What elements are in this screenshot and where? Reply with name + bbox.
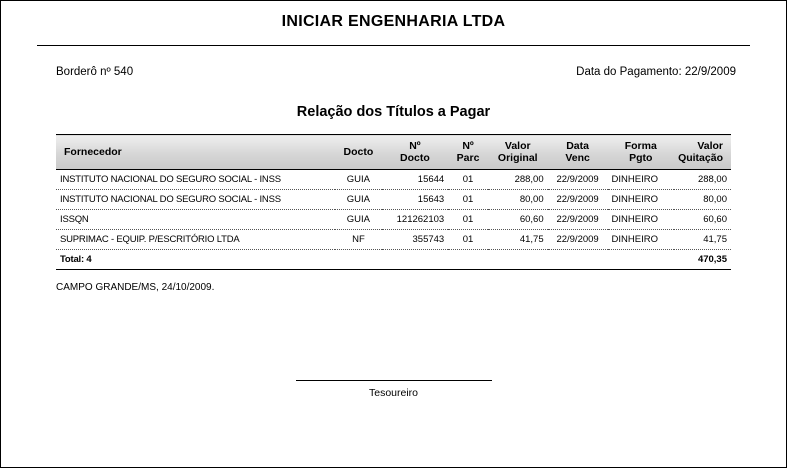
column-header-valor-quitacao [674, 135, 731, 170]
total-label: Total: 4 [56, 250, 335, 270]
cell-valor-original: 80,00 [488, 190, 548, 210]
column-header-fornecedor: Fornecedor [56, 135, 335, 170]
total-spacer-valor [488, 250, 548, 270]
total-spacer-forma [608, 250, 674, 270]
column-header-forma-pgto-line1: Forma [624, 140, 657, 152]
cell-num-docto: 121262103 [382, 210, 449, 230]
cell-num-docto: 15644 [382, 170, 449, 190]
cell-forma-pgto: DINHEIRO [608, 230, 674, 250]
local-and-date: CAMPO GRANDE/MS, 24/10/2009. [56, 282, 215, 294]
cell-parc: 01 [448, 210, 488, 230]
payment-date: Data do Pagamento: 22/9/2009 [576, 66, 736, 78]
signature-block [1, 379, 786, 399]
cell-num-docto: 15643 [382, 190, 449, 210]
column-header-num-docto-line2: Docto [400, 152, 430, 165]
cell-data-venc: 22/9/2009 [548, 230, 608, 250]
column-header-data-venc-line1: Data [566, 140, 589, 152]
column-header-valor-original [488, 135, 548, 170]
signature-label: Tesoureiro [368, 387, 419, 399]
column-header-valor-original-line2: Original [497, 152, 538, 165]
cell-docto: NF [335, 230, 381, 250]
cell-fornecedor: ISSQN [56, 210, 335, 230]
column-header-data-venc-line2: Venc [565, 152, 590, 165]
titles-table-container [56, 134, 731, 270]
cell-fornecedor: INSTITUTO NACIONAL DO SEGURO SOCIAL - INSS [56, 170, 335, 190]
table-row [56, 230, 731, 250]
cell-docto: GUIA [335, 210, 381, 230]
total-spacer-parc [448, 250, 488, 270]
bordero-number: Borderô nº 540 [56, 66, 134, 78]
table-header-row [56, 135, 731, 170]
column-header-forma-pgto-line2: Pgto [629, 152, 653, 165]
cell-data-venc: 22/9/2009 [548, 210, 608, 230]
column-header-valor-quitacao-line1: Valor [697, 140, 723, 152]
column-header-data-venc [548, 135, 608, 170]
report-meta [56, 66, 736, 78]
column-header-parc-line1: Nº [462, 140, 474, 152]
cell-parc: 01 [448, 230, 488, 250]
page-title: INICIAR ENGENHARIA LTDA [281, 13, 506, 30]
table-body [56, 170, 731, 270]
cell-data-venc: 22/9/2009 [548, 170, 608, 190]
cell-parc: 01 [448, 170, 488, 190]
title-divider [37, 45, 750, 46]
cell-num-docto: 355743 [382, 230, 449, 250]
cell-valor-quitacao: 288,00 [674, 170, 731, 190]
table-row [56, 170, 731, 190]
table-row [56, 210, 731, 230]
cell-valor-original: 41,75 [488, 230, 548, 250]
cell-valor-quitacao: 60,60 [674, 210, 731, 230]
titles-table [56, 134, 731, 270]
column-header-num-docto [382, 135, 449, 170]
cell-valor-original: 288,00 [488, 170, 548, 190]
column-header-num-docto-line1: Nº [409, 140, 421, 152]
cell-valor-quitacao: 80,00 [674, 190, 731, 210]
cell-valor-original: 60,60 [488, 210, 548, 230]
cell-parc: 01 [448, 190, 488, 210]
cell-forma-pgto: DINHEIRO [608, 170, 674, 190]
cell-valor-quitacao: 41,75 [674, 230, 731, 250]
total-spacer-docto [335, 250, 381, 270]
cell-fornecedor: INSTITUTO NACIONAL DO SEGURO SOCIAL - INSS [56, 190, 335, 210]
total-value: 470,35 [674, 250, 731, 270]
cell-docto: GUIA [335, 190, 381, 210]
table-total-row [56, 250, 731, 270]
cell-data-venc: 22/9/2009 [548, 190, 608, 210]
column-header-valor-original-line1: Valor [504, 140, 531, 152]
table-row [56, 190, 731, 210]
total-spacer-num-docto [382, 250, 449, 270]
column-header-forma-pgto [608, 135, 674, 170]
signature-line [296, 379, 492, 381]
cell-docto: GUIA [335, 170, 381, 190]
table-header [56, 135, 731, 170]
column-header-docto: Docto [335, 135, 381, 170]
cell-fornecedor: SUPRIMAC - EQUIP. P/ESCRITÓRIO LTDA [56, 230, 335, 250]
cell-forma-pgto: DINHEIRO [608, 210, 674, 230]
cell-forma-pgto: DINHEIRO [608, 190, 674, 210]
section-title: Relação dos Títulos a Pagar [296, 104, 491, 120]
total-spacer-data [548, 250, 608, 270]
column-header-parc-line2: Parc [456, 152, 480, 165]
column-header-valor-quitacao-line2: Quitação [678, 152, 723, 165]
column-header-parc [448, 135, 488, 170]
